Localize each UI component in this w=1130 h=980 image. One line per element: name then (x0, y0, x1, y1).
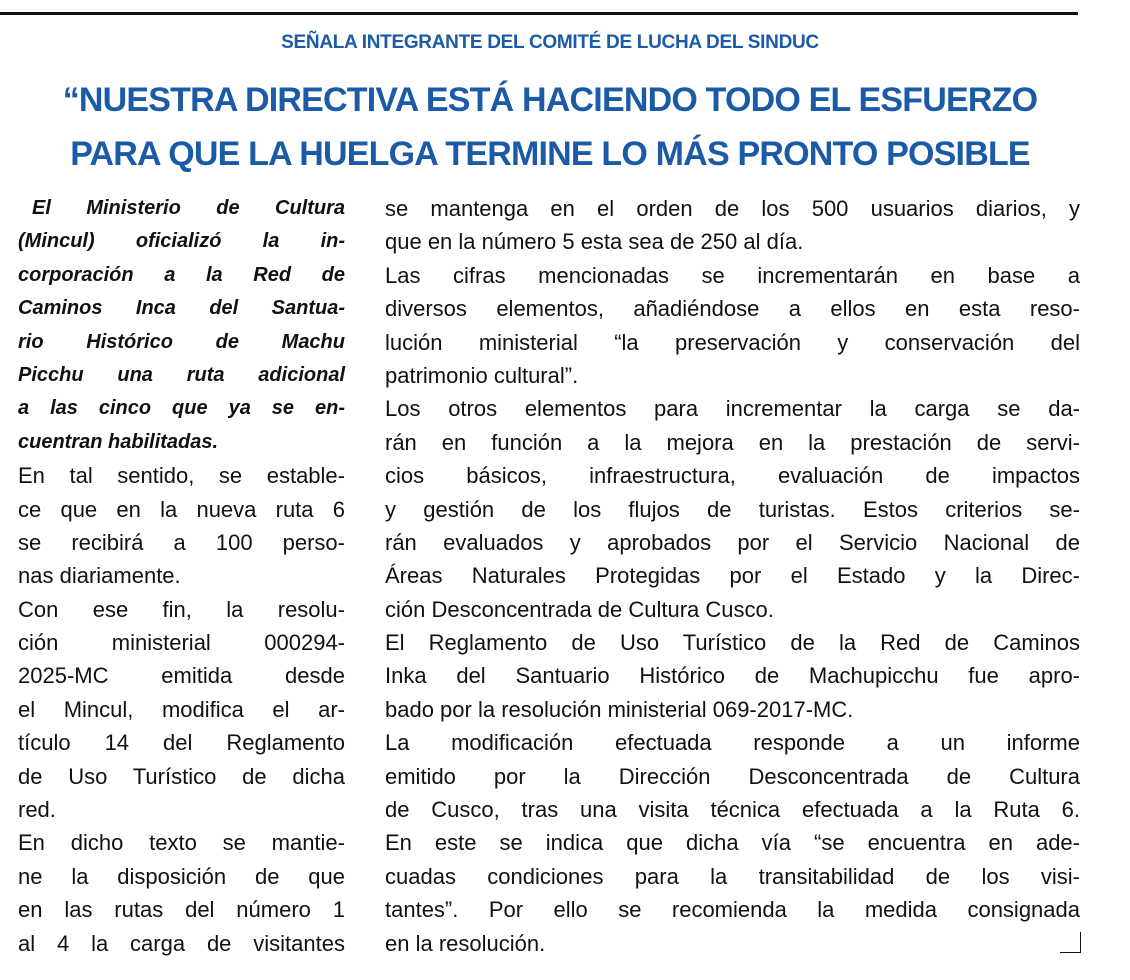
text-line: rán evaluados y aprobados por el Servicio Nacional de (385, 529, 1080, 555)
text-line: Con ese fin, la resolu- (18, 596, 345, 622)
text-line: cios básicos, infraestructura, evaluación de impactos (385, 463, 1080, 489)
text-line: en las rutas del número 1 (18, 897, 345, 923)
text-line: ción Desconcentrada de Cultura Cusco. (385, 596, 774, 622)
text-line: rán en función a la mejora en la prestación de servi- (385, 429, 1080, 455)
text-line: Picchu una ruta adicional (18, 363, 345, 386)
end-of-article-mark (1060, 932, 1081, 953)
text-line: patrimonio cultural”. (385, 362, 579, 388)
text-line: a las cinco que ya se en- (18, 397, 345, 420)
text-line: ce que en la nueva ruta 6 (18, 496, 345, 522)
text-line: corporación a la Red de (18, 263, 345, 286)
headline-line-1: “NUESTRA DIRECTIVA ESTÁ HACIENDO TODO EL ESFUERZO (62, 81, 1038, 119)
text-line: nas diariamente. (18, 563, 181, 589)
headline-line-2: PARA QUE LA HUELGA TERMINE LO MÁS PRONTO POSIBLE (70, 135, 1030, 173)
text-line: bado por la resolución ministerial 069-2017-MC. (385, 696, 854, 722)
text-line: El Ministerio de Cultura (32, 197, 345, 219)
text-line: lución ministerial “la preservación y conservación del (385, 329, 1080, 355)
text-line: cuadas condiciones para la transitabilidad de los visi- (385, 863, 1080, 889)
text-line: Áreas Naturales Protegidas por el Estado y la Direc- (385, 563, 1080, 589)
text-line: 2025-MC emitida desde (18, 663, 345, 689)
text-line: Caminos Inca del Santua- (18, 297, 345, 320)
right-text-column (385, 192, 1080, 960)
text-line: cuentran habilitadas. (18, 430, 219, 453)
text-line: En tal sentido, se estable- (18, 463, 345, 489)
text-line: tantes”. Por ello se recomienda la medida consignada (385, 897, 1080, 923)
text-line: de Cusco, tras una visita técnica efectuada a la Ruta 6. (385, 797, 1080, 823)
left-text-column (18, 192, 345, 960)
text-line: emitido por la Dirección Desconcentrada de Cultura (385, 763, 1080, 789)
text-line: Las cifras mencionadas se incrementarán en base a (385, 262, 1080, 288)
text-line: ne la disposición de que (18, 863, 345, 889)
text-line: se mantenga en el orden de los 500 usuarios diarios, y (385, 196, 1080, 221)
text-line: rio Histórico de Machu (18, 330, 345, 353)
text-line: Inka del Santuario Histórico de Machupicchu fue apro- (385, 663, 1080, 689)
text-line: En dicho texto se mantie- (18, 830, 345, 856)
text-line: diversos elementos, añadiéndose a ellos en esta reso- (385, 296, 1080, 322)
text-line: ción ministerial 000294- (18, 630, 345, 656)
text-line: tículo 14 del Reglamento (18, 730, 345, 756)
text-line: El Reglamento de Uso Turístico de la Red de Caminos (385, 630, 1080, 656)
top-rule (0, 12, 1078, 15)
text-line: que en la número 5 esta sea de 250 al día. (385, 229, 804, 255)
text-line: La modificación efectuada responde a un informe (385, 730, 1080, 756)
text-line: el Mincul, modifica el ar- (18, 696, 345, 722)
text-line: En este se indica que dicha vía “se encuentra en ade- (385, 830, 1080, 856)
text-line: en la resolución. (385, 930, 546, 956)
text-line: Los otros elementos para incrementar la carga se da- (385, 396, 1080, 422)
text-line: (Mincul) oficializó la in- (18, 230, 345, 253)
text-line: al 4 la carga de visitantes (18, 930, 345, 956)
article-kicker: SEÑALA INTEGRANTE DEL COMITÉ DE LUCHA DEL SINDUC (281, 32, 819, 53)
text-line: y gestión de los flujos de turistas. Estos criterios se- (385, 496, 1080, 522)
text-line: red. (18, 797, 56, 823)
text-line: se recibirá a 100 perso- (18, 529, 345, 555)
text-line: de Uso Turístico de dicha (18, 763, 345, 789)
